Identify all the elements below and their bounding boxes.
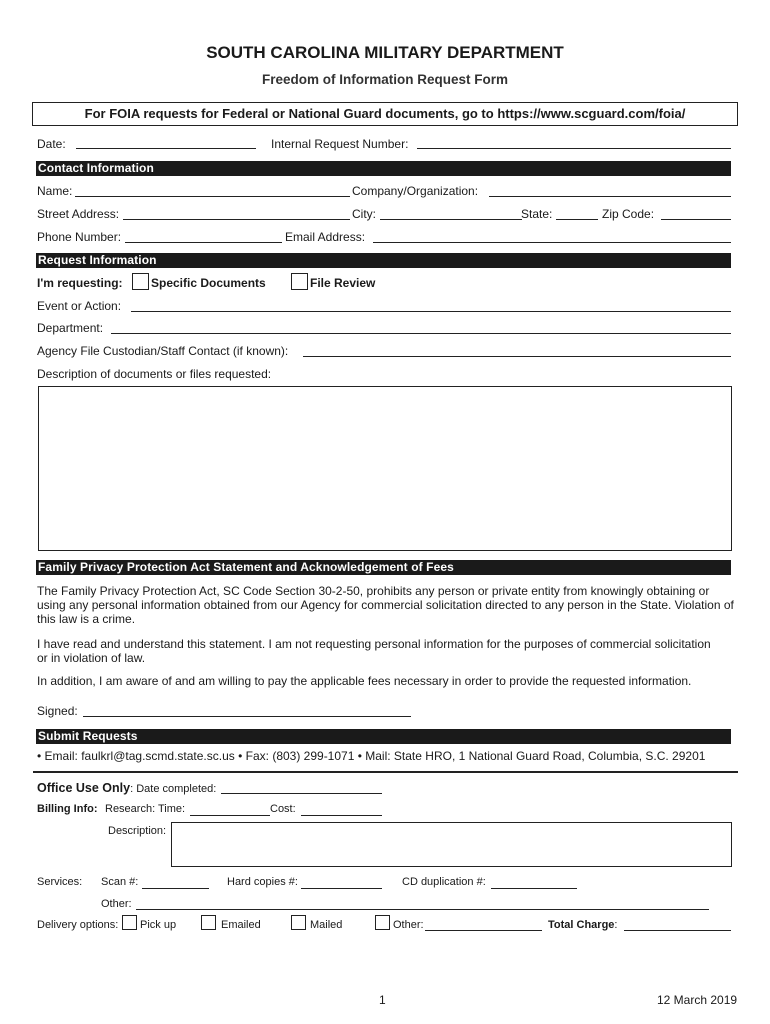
submit-heading: Submit Requests xyxy=(38,729,138,743)
delivery-other-label: Other: xyxy=(393,919,424,931)
request-heading: Request Information xyxy=(38,253,157,267)
cd-duplication-label: CD duplication #: xyxy=(402,876,486,888)
internal-request-field[interactable] xyxy=(417,148,731,149)
state-label: State: xyxy=(521,207,553,221)
scan-field[interactable] xyxy=(142,888,209,889)
foia-notice xyxy=(32,102,738,126)
department-label: Department: xyxy=(37,321,104,335)
pickup-label: Pick up xyxy=(140,919,177,931)
privacy-section-header xyxy=(36,560,731,575)
services-label: Services: xyxy=(37,876,83,888)
total-charge-row xyxy=(548,919,617,931)
hard-copies-field[interactable] xyxy=(301,888,382,889)
research-time-field[interactable] xyxy=(190,815,270,816)
cost-label: Cost: xyxy=(270,803,296,815)
description-label: Description of documents or files requested: xyxy=(37,367,272,381)
description-textarea[interactable] xyxy=(38,386,732,551)
privacy-paragraph-1: The Family Privacy Protection Act, SC Code Section 30-2-50, prohibits any person or private entity from knowingly obtaining or using any personal information obtained from our Agency for commercial solicitation directed to any person in the State. Violation of this law is a crime. xyxy=(37,584,734,626)
phone-label: Phone Number: xyxy=(37,230,122,244)
delivery-other-field[interactable] xyxy=(425,930,542,931)
date-completed-label: : Date completed: xyxy=(130,783,217,795)
phone-field[interactable] xyxy=(125,242,282,243)
privacy-paragraph-2: I have read and understand this statement. I am not requesting personal information for the purposes of commercial solicitation or in violation of law. xyxy=(37,637,711,665)
company-label: Company/Organization: xyxy=(352,184,479,198)
name-label: Name: xyxy=(37,184,73,198)
foia-notice-text: For FOIA requests for Federal or National Guard documents, go to https://www.scguard.com/foia/ xyxy=(84,106,686,121)
pickup-checkbox[interactable] xyxy=(122,915,137,930)
office-use-row xyxy=(37,781,216,795)
cost-field[interactable] xyxy=(301,815,382,816)
page-subtitle: Freedom of Information Request Form xyxy=(261,72,508,87)
office-description-box[interactable] xyxy=(171,822,732,867)
contact-section-header xyxy=(36,161,731,176)
services-other-field[interactable] xyxy=(136,909,709,910)
event-label: Event or Action: xyxy=(37,299,122,313)
research-time-label: Research: Time: xyxy=(105,803,186,815)
total-charge-label: Total Charge xyxy=(548,919,615,931)
contact-heading: Contact Information xyxy=(38,161,154,175)
total-charge-colon: : xyxy=(614,919,618,931)
department-field[interactable] xyxy=(111,333,731,334)
services-other-label: Other: xyxy=(101,898,132,910)
state-field[interactable] xyxy=(556,219,598,220)
internal-request-label: Internal Request Number: xyxy=(271,137,409,151)
mailed-checkbox[interactable] xyxy=(291,915,306,930)
total-charge-field[interactable] xyxy=(624,930,731,931)
office-divider xyxy=(33,771,738,773)
date-label: Date: xyxy=(37,137,66,151)
date-completed-field[interactable] xyxy=(221,793,382,794)
date-field[interactable] xyxy=(76,148,256,149)
emailed-checkbox[interactable] xyxy=(201,915,216,930)
specific-documents-label: Specific Documents xyxy=(151,276,266,290)
custodian-field[interactable] xyxy=(303,356,731,357)
scan-label: Scan #: xyxy=(101,876,139,888)
street-label: Street Address: xyxy=(37,207,120,221)
file-review-label: File Review xyxy=(310,276,376,290)
office-description-label: Description: xyxy=(108,825,167,837)
signed-label: Signed: xyxy=(37,704,78,718)
company-field[interactable] xyxy=(489,196,731,197)
page-title: SOUTH CAROLINA MILITARY DEPARTMENT xyxy=(206,43,564,62)
city-label: City: xyxy=(352,207,376,221)
event-field[interactable] xyxy=(131,311,731,312)
signature-field[interactable] xyxy=(83,716,411,717)
hard-copies-label: Hard copies #: xyxy=(227,876,298,888)
requesting-label: I'm requesting: xyxy=(37,276,123,290)
email-label: Email Address: xyxy=(285,230,366,244)
billing-label: Billing Info: xyxy=(37,803,98,815)
email-field[interactable] xyxy=(373,242,731,243)
privacy-paragraph-3: In addition, I am aware of and am willing to pay the applicable fees necessary in order to provide the requested information. xyxy=(37,674,692,688)
delivery-label: Delivery options: xyxy=(37,919,119,931)
street-field[interactable] xyxy=(123,219,350,220)
zip-label: Zip Code: xyxy=(602,207,655,221)
privacy-heading: Family Privacy Protection Act Statement and Acknowledgement of Fees xyxy=(38,560,454,574)
page-number: 1 xyxy=(379,993,386,1007)
mailed-label: Mailed xyxy=(310,919,343,931)
cd-duplication-field[interactable] xyxy=(491,888,577,889)
specific-documents-checkbox[interactable] xyxy=(132,273,149,290)
revision-date: 12 March 2019 xyxy=(657,993,738,1007)
file-review-checkbox[interactable] xyxy=(291,273,308,290)
name-field[interactable] xyxy=(75,196,350,197)
submit-section-header xyxy=(36,729,731,744)
zip-field[interactable] xyxy=(661,219,731,220)
submit-details: • Email: faulkrl@tag.scmd.state.sc.us • Fax: (803) 299-1071 • Mail: State HRO, 1 National Guard Road, Columbia, S.C. 29201 xyxy=(37,749,706,763)
custodian-label: Agency File Custodian/Staff Contact (if known): xyxy=(37,344,289,358)
office-use-heading: Office Use Only xyxy=(37,781,131,795)
emailed-label: Emailed xyxy=(221,919,261,931)
delivery-other-checkbox[interactable] xyxy=(375,915,390,930)
request-section-header xyxy=(36,253,731,268)
city-field[interactable] xyxy=(380,219,522,220)
